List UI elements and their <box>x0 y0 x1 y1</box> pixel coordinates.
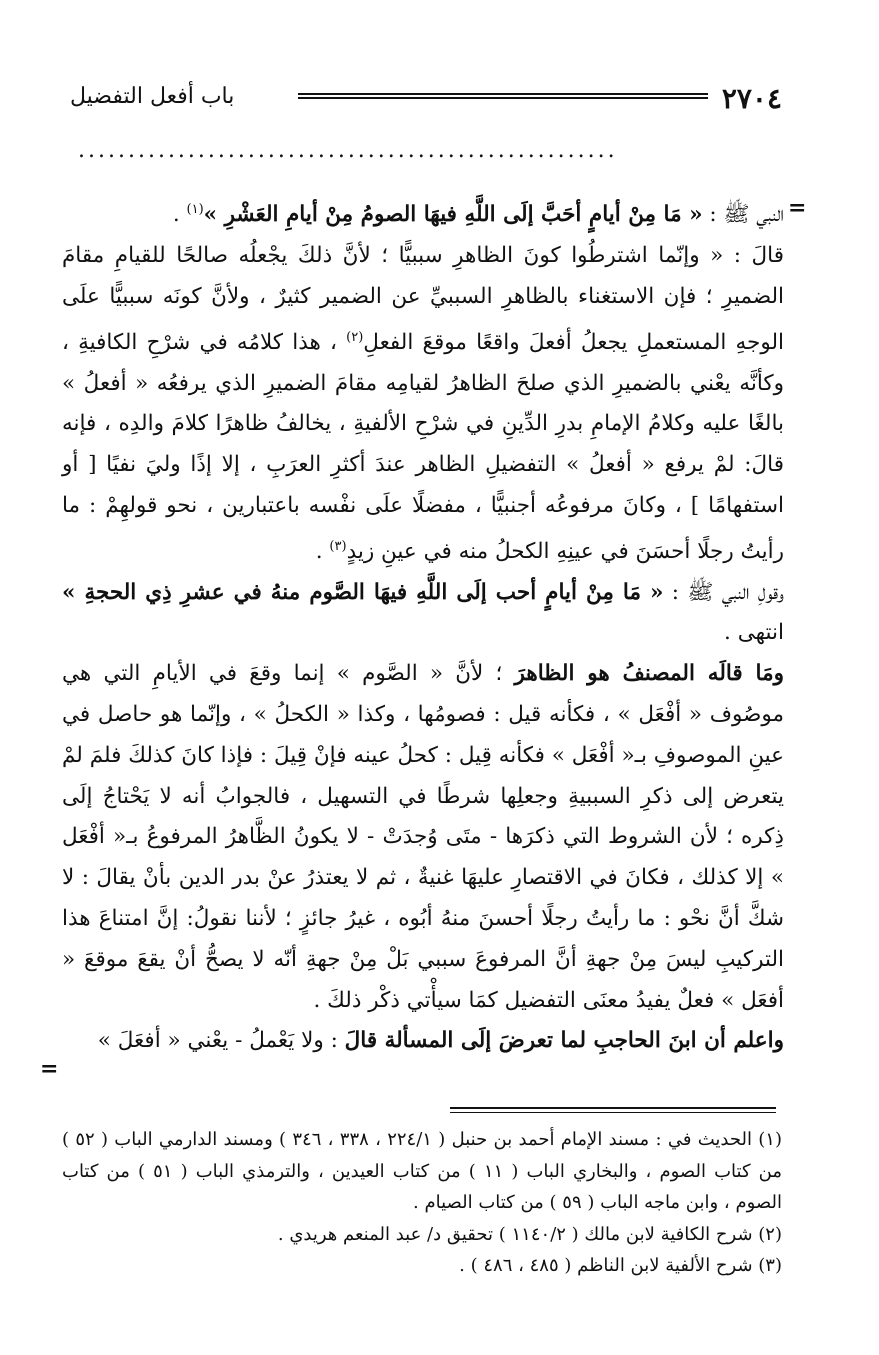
dotted-separator: ...................................................... <box>78 138 618 163</box>
text-run: قالَ : « وإنّما اشترطُوا كونَ الظاهرِ سببيًّا ؛ لأنَّ ذلكَ يجْعلُه صالحًا للقيامِ مقامَ الضميرِ ؛ فإن الاستغناء بالظاهرِ السببيِّ عن الضمير كثيرٌ ، ولأنَّ كونَه سببيًّا علَى الوجهِ المستعملِ يجعلُ أفعلَ واقعًا موقعَ الفعلِ <box>62 242 784 355</box>
chapter-title: باب أفعل التفضيل <box>70 84 235 109</box>
footnote-ref: (١) <box>186 202 204 217</box>
text-run: انتهى . <box>724 620 784 646</box>
page-number: ٢٧٠٤ <box>721 82 782 115</box>
paragraph <box>62 1021 784 1062</box>
page-header <box>70 82 782 118</box>
footnotes <box>62 1124 782 1282</box>
paragraph: قالَ : « وإنّما اشترطُوا كونَ الظاهرِ سببيًّا ؛ لأنَّ ذلكَ يجْعلُه صالحًا للقيامِ مقامَ الضميرِ ؛ فإن الاستغناء بالظاهرِ السببيِّ عن الضمير كثيرٌ ، ولأنَّ كونَه سببيًّا علَى الوجهِ المستعملِ يجعلُ أفعلَ واقعًا موقعَ الفعلِ$^{(٢)}$ ، هذا كلامُه في شرْحِ الكافيةِ ، وكأنَّه يعْني بالضميرِ الذي صلحَ الظاهرُ لقيامِه مقامَ الضميرِ الذي يرفعُه « أفعلُ » بالغًا عليه وكلامُ الإمامِ بدرِ الدِّينِ في شرْحِ الألفيةِ ، يخالفُ ظاهرًا كلامَ والدِه ، فإنه قالَ: لمْ يرفع « أفعلُ » التفضيلِ الظاهر عندَ أكثرِ العرَبِ ، إلا إذًا وليَ نفيًا [ أو استفهامًا ] ، وكانَ مرفوعُه أجنبيًّا ، مفضلًا علَى نفْسه باعتبارين ، نحو قولهِمْ : ما رأيتُ رجلًا أحسَنَ في عينِهِ الكحلُ منه في عينِ زيدٍ$^{(٣)}$ . <box>62 242 784 564</box>
footnote-ref: (٢) <box>346 329 364 345</box>
continuation-marker-end: = <box>40 1056 59 1082</box>
text-run: : ولا يَعْملُ - يعْني « أفعَلَ » <box>97 1028 345 1054</box>
text-run: ، هذا كلامُه في شرْحِ الكافيةِ ، وكأنَّه يعْني بالضميرِ الذي صلحَ الظاهرُ لقيامِه مقامَ الضميرِ الذي يرفعُه « أفعلُ » بالغًا عليه وكلامُ الإمامِ بدرِ الدِّينِ في شرْحِ الألفيةِ ، يخالفُ ظاهرًا كلامَ والدِه ، فإنه قالَ: لمْ يرفع « أفعلُ » التفضيلِ الظاهر عندَ أكثرِ العرَبِ ، إلا إذًا وليَ نفيًا [ أو استفهامًا ] ، وكانَ مرفوعُه أجنبيًّا ، مفضلًا علَى نفْسه باعتبارين ، نحو قولهِمْ : ما رأيتُ رجلًا أحسَنَ في عينِهِ الكحلُ منه في عينِ زيدٍ <box>62 329 784 564</box>
paragraph <box>62 190 784 236</box>
bold-lead: واعلم أن ابنَ الحاجبِ لما تعرضَ إلَى المسألة قالَ <box>344 1028 784 1054</box>
paragraph <box>62 573 784 655</box>
main-text <box>62 190 784 1062</box>
hadith-quote: « مَا مِنْ أيامٍ أحب إلَى اللَّهِ فيهَا الصَّوم منهُ في عشرِ ذِي الحجةِ » <box>62 579 664 605</box>
footnote: (٢) شرح الكافية لابن مالك ( ١١٤٠/٢ ) تحقيق د/ عبد المنعم هريدي . <box>277 1223 782 1245</box>
text-run: . <box>172 202 187 228</box>
footnote: (٣) شرح الألفية لابن الناظم ( ٤٨٥ ، ٤٨٦ ) . <box>459 1255 782 1276</box>
text-run: النبي ﷺ : <box>702 202 784 228</box>
footnote: (١) الحديث في : مسند الإمام أحمد بن حنبل ( ٢٢٤/١ ، ٣٣٨ ، ٣٤٦ ) ومسند الدارمي الباب ( ٥٢ ) من كتاب الصوم ، والبخاري الباب ( ١١ ) من كتاب العيدين ، والترمذي الباب ( ٥١ ) من كتاب الصوم ، وابن ماجه الباب ( ٥٩ ) من كتاب الصيام . <box>62 1129 782 1213</box>
header-double-rule <box>298 93 708 99</box>
hadith-quote: « مَا مِنْ أيامٍ أحَبَّ إلَى اللَّهِ فيهَا الصومُ مِنْ أيامِ العَشْرِ » <box>203 202 703 228</box>
footnote-rule <box>450 1107 776 1113</box>
bold-lead: ومَا قالَه المصنفُ هو الظاهرَ <box>514 661 785 687</box>
text-run: وقولِ النبي ﷺ : <box>663 579 784 605</box>
footnote-ref: (٣) <box>329 538 347 554</box>
paragraph <box>62 654 784 1021</box>
text-run: ؛ لأنَّ « الصَّوم » إنما وقعَ في الأيامِ التي هي موصُوف « أفْعَل » ، فكأنه قيل : فصومُها ، وكذا « الكحلُ » ، وإنّما هو حاصل في عينِ الموصوفِ بـ« أفْعَل » فكأنه قِيل : كحلُ عينه فإنْ قِيلَ : فإذا كانَ كذلكَ فلمَ لمْ يتعرض إلى ذكرِ السببيةِ وجعلِها شرطًا في التسهيل ، فالجوابُ أنه لا يَحْتاجُ إلَى ذِكره ؛ لأن الشروط التي ذكرَها - متَى وُجدَتْ - لا يكونُ الظَّاهرُ المرفوعُ بـ« أفْعَل » إلا كذلك ، فكانَ في الاقتصارِ عليهَا غنيةٌ ، ثم لا يعتذرُ عنْ بدر الدين بأنْ يقالَ : لا شكَّ أنَّ نحْو : ما رأيتُ رجلًا أحسنَ منهُ أبُوه ، غيرُ جائزٍ ؛ لأننا نقولُ: إنَّ امتناعَ هذا التركيبِ ليسَ مِنْ جهةِ أنَّ المرفوعَ سببي بَلْ مِنْ جهةِ أنّه لا يصحُّ أنْ يقعَ موقعَ « أفعَل » فعلٌ يفيدُ معنَى التفضيل كمَا سيأْتي ذكْر ذلكَ . <box>62 661 784 1013</box>
continuation-marker-start: = <box>788 195 807 221</box>
